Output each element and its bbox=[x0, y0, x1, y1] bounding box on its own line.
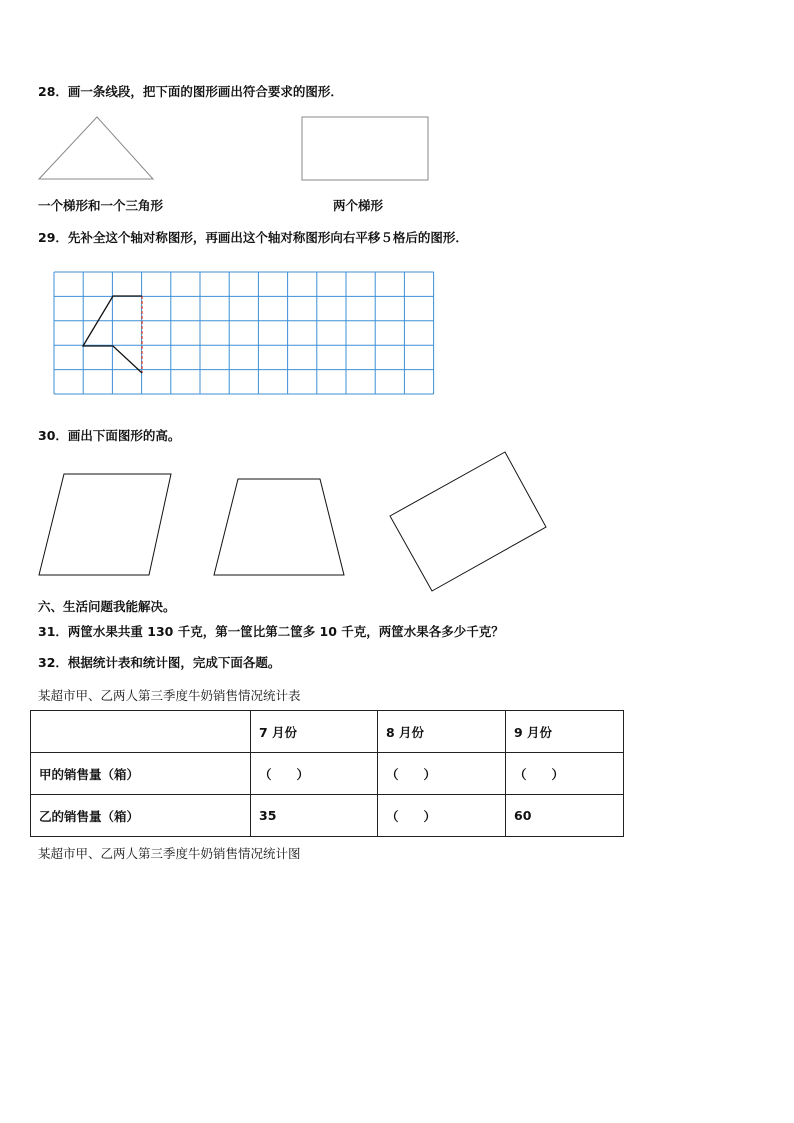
q32-table-title: 某超市甲、乙两人第三季度牛奶销售情况统计表 bbox=[38, 688, 301, 703]
q30-text: 30．画出下面图形的高。 bbox=[38, 428, 181, 443]
table-cell: （ ） bbox=[378, 753, 506, 795]
table-cell: 35 bbox=[251, 795, 378, 837]
q30-trapezoid bbox=[214, 479, 344, 575]
q32-chart-title: 某超市甲、乙两人第三季度牛奶销售情况统计图 bbox=[38, 846, 301, 861]
table-row bbox=[31, 753, 624, 795]
table-cell: 甲的销售量（箱） bbox=[31, 753, 251, 795]
q32-stat-table bbox=[30, 710, 624, 837]
q28-label-left: 一个梯形和一个三角形 bbox=[38, 198, 164, 213]
q32-text: 32．根据统计表和统计图，完成下面各题。 bbox=[38, 655, 281, 670]
table-header-cell bbox=[31, 711, 251, 753]
q28-text: 28．画一条线段，把下面的图形画出符合要求的图形． bbox=[38, 84, 343, 99]
table-cell: （ ） bbox=[506, 753, 624, 795]
table-cell: 乙的销售量（箱） bbox=[31, 795, 251, 837]
table-header-cell: 7 月份 bbox=[251, 711, 378, 753]
table-cell: （ ） bbox=[251, 753, 378, 795]
q29-text: 29．先补全这个轴对称图形，再画出这个轴对称图形向右平移５格后的图形． bbox=[38, 230, 468, 245]
q30-rotated-rectangle bbox=[390, 452, 546, 591]
table-cell: 60 bbox=[506, 795, 624, 837]
table-header-cell: 8 月份 bbox=[378, 711, 506, 753]
section6-heading: 六、生活问题我能解决。 bbox=[38, 599, 176, 614]
table-header-row bbox=[31, 711, 624, 753]
table-header-cell: 9 月份 bbox=[506, 711, 624, 753]
table-row bbox=[31, 795, 624, 837]
q30-parallelogram bbox=[39, 474, 171, 575]
q28-label-right: 两个梯形 bbox=[333, 198, 384, 213]
q31-text: 31．两筐水果共重 130 千克，第一筐比第二筐多 10 千克，两筐水果各多少千克？ bbox=[38, 624, 504, 639]
table-cell: （ ） bbox=[378, 795, 506, 837]
